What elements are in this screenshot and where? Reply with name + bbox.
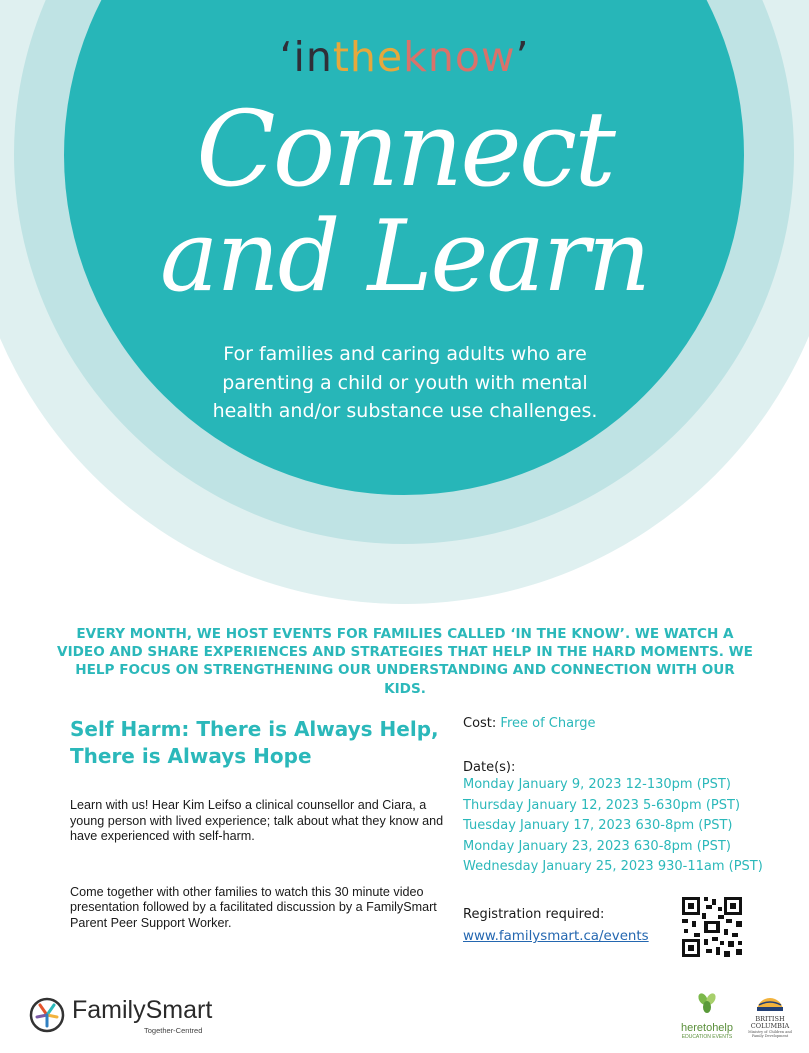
qr-code-icon (680, 895, 744, 959)
event-title-line2: There is Always Hope (70, 744, 312, 768)
bc-name-line1: BRITISH (755, 1015, 785, 1023)
headline-connect: Connect (196, 88, 613, 210)
brand-part: ’ (515, 33, 530, 81)
bc-name-line2: COLUMBIA (750, 1022, 790, 1030)
heretohelp-sub: EDUCATION EVENTS (681, 1034, 733, 1040)
cost-row (463, 716, 783, 731)
date-item: Monday January 9, 2023 12-130pm (PST) (463, 777, 731, 792)
bc-sun-icon (755, 993, 785, 1011)
event-title (70, 716, 445, 770)
event-description (70, 716, 445, 931)
familysmart-word2: Smart (145, 996, 213, 1024)
brand-part: the (332, 33, 404, 81)
familysmart-logo-icon (28, 996, 66, 1034)
headline-and-learn: and Learn (160, 200, 649, 314)
cost-value: Free of Charge (500, 716, 596, 731)
event-paragraph-2: Come together with other families to watch this 30 minute video presentation followed by a facilitated discussion by a FamilySmart Parent Peer Support Worker. (70, 884, 437, 930)
registration-link[interactable]: www.familysmart.ca/events (463, 928, 649, 944)
familysmart-tagline: Together-Centred (144, 1026, 203, 1035)
date-item: Wednesday January 25, 2023 930-11am (PST) (463, 859, 763, 875)
date-item: Monday January 23, 2023 630-8pm (PST) (463, 838, 731, 854)
heretohelp-logo (676, 991, 738, 1040)
bc-ministry: Ministry of Children and Family Development (748, 1030, 792, 1038)
date-item: Thursday January 12, 2023 5-630pm (PST) (463, 797, 741, 813)
familysmart-wordmark (72, 996, 212, 1025)
registration-label: Registration required: (463, 906, 605, 922)
familysmart-logo (28, 994, 228, 1036)
intro-statement: EVERY MONTH, WE HOST EVENTS FOR FAMILIES CALLED ‘IN THE KNOW’. WE WATCH A VIDEO AND SHARE EXPERIENCES AND STRATEGIES THAT HELP IN THE HARD MOMENTS. WE HELP FOCUS ON STRENGTHENING OUR UNDERSTANDING AND CONNECTION WITH OUR KIDS. (57, 626, 753, 697)
brand-part: know (403, 33, 516, 81)
heretohelp-leaf-icon (695, 991, 719, 1015)
brand-part: ‘in (279, 33, 333, 81)
familysmart-word1: Family (72, 996, 146, 1024)
hero-tagline: For families and caring adults who are parenting a child or youth with mental health and/or substance use challenges. (212, 343, 598, 422)
cost-label: Cost: (463, 716, 497, 731)
bc-government-logo (745, 993, 795, 1038)
event-title-line1: Self Harm: There is Always Help, (70, 717, 439, 741)
event-paragraph-1: Learn with us! Hear Kim Leifso a clinical counsellor and Ciara, a young person with lived experience; talk about what they know and have experienced with self-harm. (70, 798, 444, 843)
heretohelp-name: heretohelp (681, 1022, 733, 1034)
intheknow-logo (0, 33, 809, 81)
date-item: Tuesday January 17, 2023 630-8pm (PST) (463, 818, 733, 834)
dates-label: Date(s): (463, 760, 516, 775)
